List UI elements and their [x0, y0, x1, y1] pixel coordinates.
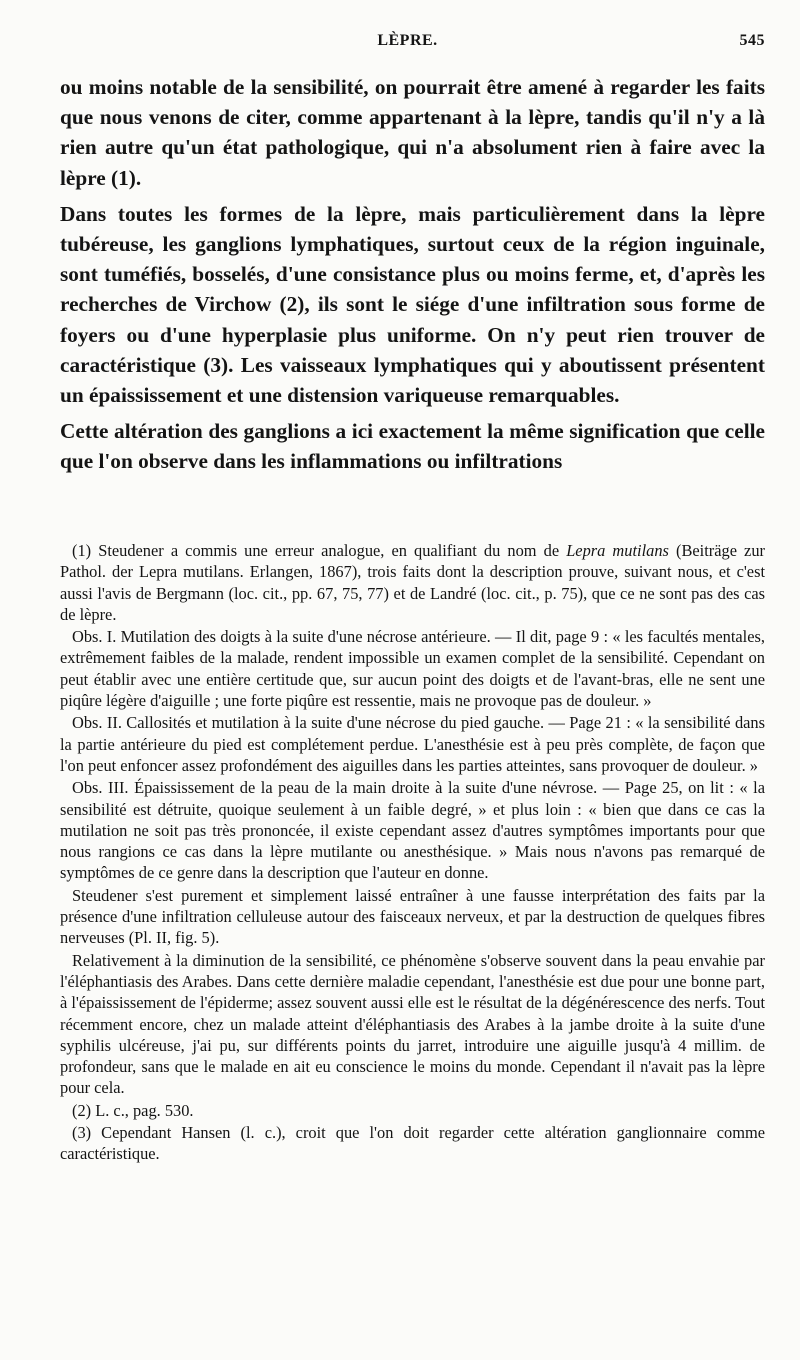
footnote-1-italic: Lepra mutilans	[566, 541, 669, 560]
running-header	[50, 32, 765, 62]
footnotes	[60, 540, 765, 1166]
footnote-1-rest: (Beiträge zur Pathol. der Lepra mutilans. Erlangen, 1867), trois faits dont la description prouve, suivant nous, et c'est aussi l'avis de Bergmann (loc. cit., pp. 67, 75, 77) et de Landré (loc. cit., p. 75), que ce ne sont pas des cas de lèpre.	[60, 541, 765, 624]
paragraph-2: Dans toutes les formes de la lèpre, mais particulièrement dans la lèpre tubéreuse, les ganglions lymphatiques, surtout ceux de la région inguinale, sont tuméfiés, bosselés, d'une consistance plus ou moins ferme, et, d'après les recherches de Virchow (2), ils sont le siége d'une infiltration sous forme de foyers ou d'une hyperplasie plus uniforme. On n'y peut rien trouver de caractéristique (3). Les vaisseaux lymphatiques qui y aboutissent présentent un épaississement et une distension variqueuse remarquables.	[60, 201, 765, 408]
footnote-1-text: (1) Steudener a commis une erreur analogue, en qualifiant du nom de	[72, 541, 567, 560]
footnote-3: (3) Cependant Hansen (l. c.), croit que l'on doit regarder cette altération ganglionnaire comme caractéristique.	[60, 1123, 765, 1164]
page-number: 545	[739, 32, 765, 49]
footnote-2: (2) L. c., pag. 530.	[72, 1100, 194, 1120]
footnote-1	[60, 540, 765, 625]
relativement-paragraph: Relativement à la diminution de la sensibilité, ce phénomène s'observe souvent dans la peau envahie par l'éléphantiasis des Arabes. Dans cette dernière maladie cependant, l'anesthésie est due pour une bonne part, à l'épaississement de l'épiderme; assez souvent aussi elle est le résultat de la dégénérescence des nerfs. Tout récemment encore, chez un malade atteint d'éléphantiasis des Arabes à la jambe droite à la suite d'une syphilis ulcéreuse, j'ai pu, sur différents points du jarret, introduire une aiguille jusqu'à 4 millim. de profondeur, sans que le malade en ait eu conscience le moins du monde. Cependant il n'avait pas la lèpre pour cela.	[60, 950, 765, 1098]
main-text	[60, 72, 765, 483]
observation-3: Obs. III. Épaississement de la peau de la main droite à la suite d'une névrose. — Page 25, on lit : « la sensibilité est détruite, quoique seulement à un faible degré, » et plus loin : « bien que dans ce cas la mutilation ne soit pas très prononcée, il existe cependant assez d'autres symptômes importants pour que nous rangions ce cas dans la lèpre mutilante ou anesthésique. » Mais nous n'avons pas remarqué de symptômes de ce genre dans la description que l'auteur en donne.	[60, 778, 765, 883]
observation-1: Obs. I. Mutilation des doigts à la suite d'une nécrose antérieure. — Il dit, page 9 : « les facultés mentales, extrêmement faibles de la malade, rendent impossible un examen complet de la sensibilité. Cependant on peut établir avec une entière certitude que, sur aucun point des doigts et de l'avant-bras, elle ne sent une piqûre légère d'aiguille ; une forte piqûre est ressentie, mais ne provoque pas de douleur. »	[60, 627, 765, 711]
steudener-paragraph: Steudener s'est purement et simplement laissé entraîner à une fausse interprétation des faits par la présence d'une infiltration celluleuse autour des faisceaux nerveux, et par la destruction de quelques fibres nerveuses (Pl. II, fig. 5).	[60, 885, 765, 948]
paragraph-1: ou moins notable de la sensibilité, on pourrait être amené à regarder les faits que nous venons de citer, comme appartenant à la lèpre, tandis qu'il n'y a là rien autre qu'un état pathologique, qui n'a absolument rien à faire avec la lèpre (1).	[60, 75, 765, 190]
paragraph-3: Cette altération des ganglions a ici exactement la même signification que celle que l'on observe dans les inflammations ou infiltrations	[60, 419, 765, 474]
observation-2: Obs. II. Callosités et mutilation à la suite d'une nécrose du pied gauche. — Page 21 : « la sensibilité dans la partie antérieure du pied est complétement perdue. L'anesthésie est à peu près complète, de façon que l'on peut enfoncer assez profondément des aiguilles dans les parties atteintes, sans provoquer de douleur. »	[60, 713, 765, 775]
running-title: LÈPRE.	[377, 32, 438, 49]
